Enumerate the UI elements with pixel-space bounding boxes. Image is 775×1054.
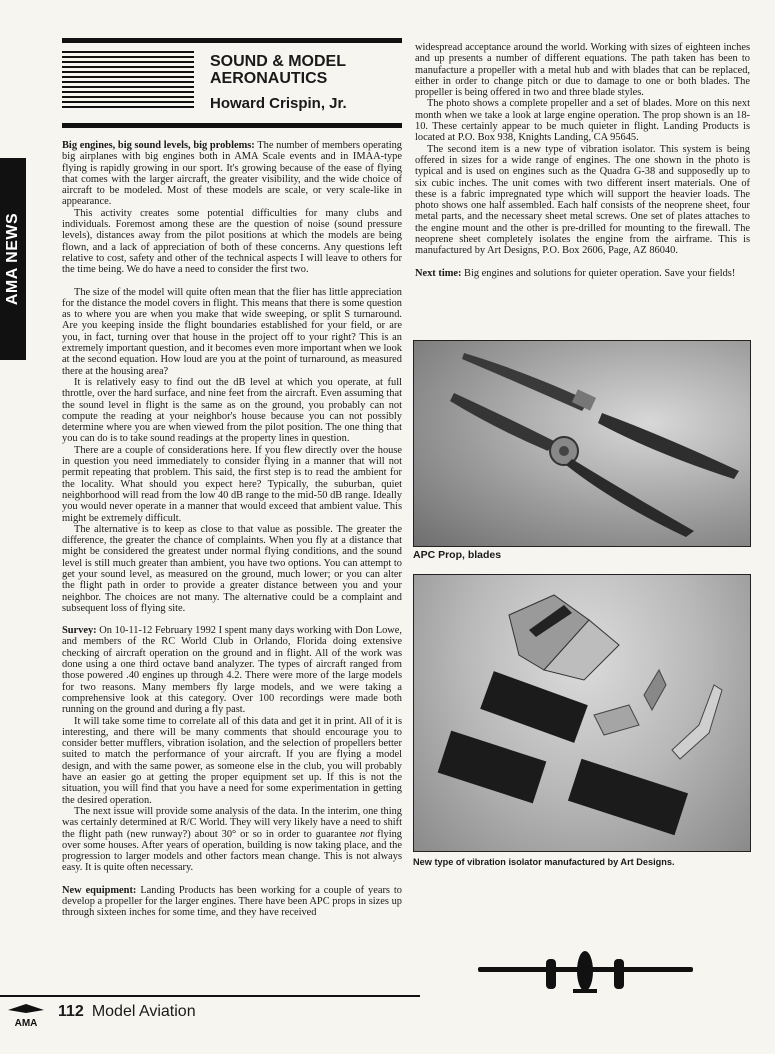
paragraph: The size of the model will quite often mean that the flier has little appreciation for the distance the model covers in flight. This means that there is some question as to where you are when you make that wide sweeping, or split S turnaround. Are you keeping inside the flight boundaries established for your field, or are you, in fact, turning over that house in the project off to your right? This is an extremely important question, and it becomes even more important when we look at the second equation. How loud are you at the point of turnaround, as measured there at the housing area? — [62, 286, 402, 377]
page-number: 112 — [58, 1003, 84, 1020]
paragraph-text: On 10-11-12 February 1992 I spent many days working with Don Lowe, and members of the RC World Club in Orlando, Florida doing extensive checking of aircraft operation on the ground and in flight. All of the work was done using a one third octave band analyzer. The types of aircraft ranged from those powered .40 engines up through 4.2. There were more of the large models for two reasons. Many members fly large models, and we were taking a comprehensive look at this category. Over 100 recordings were made both running on the ground and during a fly past. — [62, 625, 402, 716]
apc-prop-photo — [413, 340, 751, 547]
photo-caption: APC Prop, blades — [413, 549, 502, 561]
paragraph — [62, 885, 402, 919]
header-decoration — [62, 51, 194, 111]
emphasis: not — [359, 828, 374, 840]
vibration-isolator-photo — [413, 574, 751, 852]
paragraph-lead: Next time: — [415, 267, 462, 279]
paragraph: The second item is a new type of vibration isolator. This system is being offered in sizes for a wide range of engines. The one shown in the photo is typical and is used on engines such as the Quadra G-38 and supposedly up to six cubic inches. The unit comes with two different insert materials. One of these is a fabric impregnated type which will support the heavier loads. The photo shows one half assembled. Each half consists of the neoprene sheet, four metal parts, and the necessary sheet metal screws. One set of plates attaches to the engine mount and the other is pre-drilled for mounting to the firewall. The neoprene sheet completely isolates the engine from the airframe. This is manufactured by Art Designs, P.O. Box 2606, Page, AZ 86040. — [415, 143, 750, 257]
photo-caption: New type of vibration isolator manufactured by Art Designs. — [413, 857, 675, 867]
airplane-silhouette-icon — [478, 945, 693, 995]
paragraph-lead: Big engines, big sound levels, big problems: — [62, 140, 255, 151]
paragraph — [62, 806, 402, 874]
article-left-column — [62, 140, 402, 919]
propeller-illustration — [414, 341, 750, 546]
section-tab-label: AMA NEWS — [4, 212, 21, 306]
isolator-illustration — [414, 575, 750, 851]
paragraph-lead: New equipment: — [62, 884, 137, 896]
footer-rule — [0, 995, 420, 997]
paragraph-text: The next issue will provide some analysis of the data. In the interim, one thing was certainly determined at R/C World. They will very likely have a need to shift the flight path (new runway?) about 30° or so in order to guarantee — [62, 805, 402, 840]
column-author: Howard Crispin, Jr. — [210, 95, 347, 112]
paragraph: widespread acceptance around the world. Working with sizes of eighteen inches and up presents a number of different equations. The path taken has been to manufacture a propeller with a metal hub and with blades that can be replaced, either in order to change pitch or due to damage to one or both blades. The propeller is being offered in two and three blade styles. — [415, 42, 750, 99]
ama-logo-icon — [6, 1000, 46, 1028]
paragraph — [415, 268, 750, 279]
paragraph: There are a couple of considerations here. If you flew directly over the house in question you need immediately to consider flying in a manner that will not permit repeating that problem. This said, the first step is to read the ambient for the locality. What should you expect here? Typically, the suburban, quiet neighborhood will read from the low 40 dB range to the mid-50 dB range. Ideally you would never operate in a manner that would exceed that ambient value. This might be extremely difficult. — [62, 444, 402, 524]
column-header — [62, 38, 402, 128]
paragraph-text: The number of members operating big airplanes with big engines both in AMA Scale events and in IMAA-type flying is rapidly growing in our sport. It's growing because of the ease of flying that comes with the larger aircraft, the greater visibility, and the wide choice of aircraft to be modeled. Most of these models are scale, or very scale-like in appearance. — [62, 140, 402, 208]
paragraph: This activity creates some potential difficulties for many clubs and individuals. Foremost among these are the question of noise (sound pressure levels), distances away from the pilot positions at which the models are being flown, and a lack of appreciation of both of these concerns. Any questions left relative to cost, safety and other of the technical aspects I will leave to others for the time being. We do have a need to consider the first two. — [62, 207, 402, 276]
column-title: SOUND & MODEL AERONAUTICS — [210, 53, 346, 87]
paragraph — [62, 140, 402, 208]
section-tab — [0, 158, 26, 360]
logo-text: AMA — [14, 1018, 38, 1028]
paragraph — [62, 625, 402, 715]
paragraph: It is relatively easy to find out the dB level at which you operate, at full throttle, over the hard surface, and nine feet from the aircraft. Even assuming that the sound level in flight is the same as on the ground, you probably can not compute the reading at your neighbor's house because you can not possibly determine where you are when viewed from the pilot position. The one thing that you can do is to take sound readings at the property lines in question. — [62, 376, 402, 445]
paragraph: The photo shows a complete propeller and a set of blades. More on this next month when we take a look at large engine operation. The prop shown is an 18-10. These certainly appear to be much quieter in flight. Landing Products is located at P.O. Box 938, Knights Landing, CA 95645. — [415, 98, 750, 144]
paragraph: The alternative is to keep as close to that value as possible. The greater the difference, the greater the chance of complaints. When you fly at a distance that might be considered the greatest under normal flying conditions, and the sound level is still much greater than ambient, you have two options. You can attempt to get your sound level, as measured on the ground, much lower; or you can alter the flight path in order to provide a greater distance between you and your neighbor. The choices are not many. The alternative could be a complaint and subsequent loss of flying site. — [62, 523, 402, 614]
paragraph-text: flying over some houses. After years of operation, building is now taking place, and the progression to larger models and other factors mean change. This is not always easy. It is quite often necessary. — [62, 828, 402, 874]
paragraph: It will take some time to correlate all of this data and get it in print. All of it is interesting, and there will be many comments that should encourage you to consider better mufflers, vibration isolation, and the selection of propellers better suited to match the performance of your aircraft. If you are flying a model design, and with the same power, as someone else in the club, you will probably have an easier go at getting the proper equipment set up. If this is not the situation, you will find that you have a need for some experimentation in getting the desired operation. — [62, 715, 402, 806]
paragraph-text: Landing Products has been working for a couple of years to develop a propeller for the larger engines. There have been APC props in sizes up through sixteen inches for some time, and they have received — [62, 884, 402, 919]
paragraph-text: Big engines and solutions for quieter operation. Save your fields! — [461, 267, 736, 279]
paragraph-lead: Survey: — [62, 625, 97, 637]
magazine-name: Model Aviation — [91, 1003, 196, 1020]
article-right-column — [415, 42, 750, 279]
footer — [58, 1003, 196, 1021]
